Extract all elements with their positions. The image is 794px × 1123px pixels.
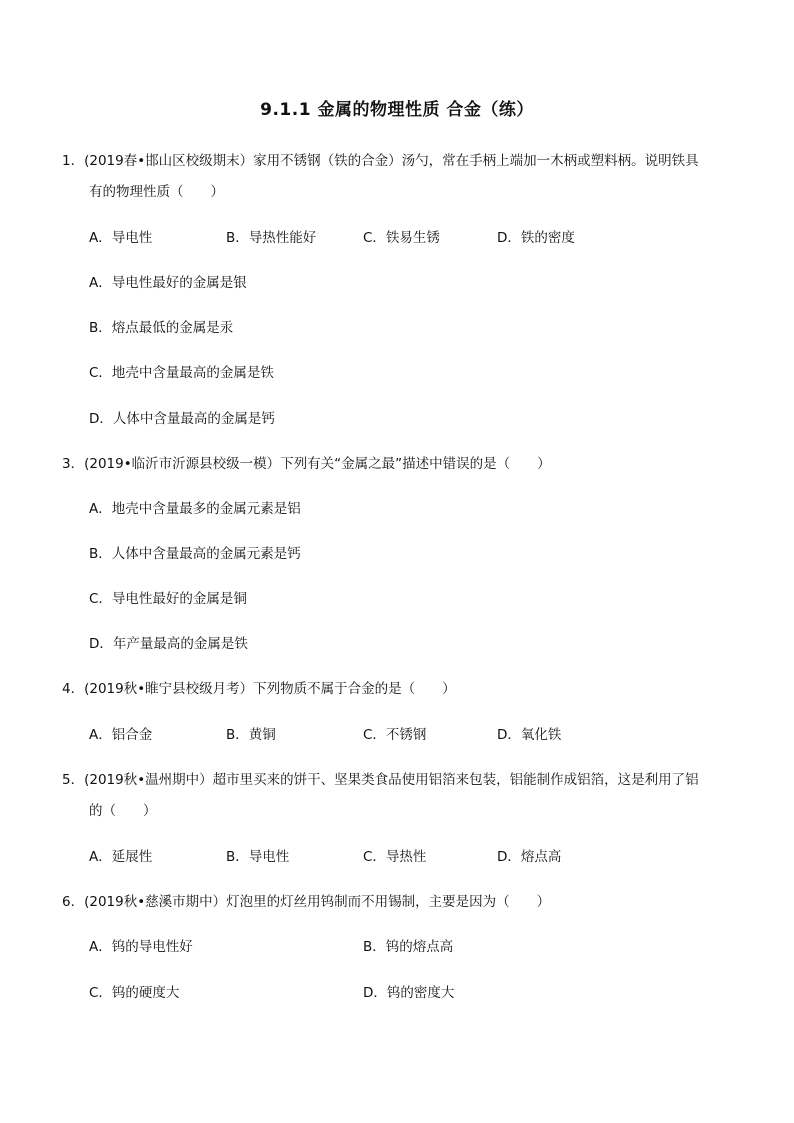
q2-option-b: B．熔点最低的金属是汞 xyxy=(89,320,234,336)
question-4 xyxy=(62,679,732,699)
q4-option-a: A．铝合金 xyxy=(89,727,153,743)
q6-option-a: A．钨的导电性好 xyxy=(89,939,193,955)
q2-option-c: C．地壳中含量最高的金属是铁 xyxy=(89,365,274,381)
q6-option-d: D．钨的密度大 xyxy=(363,985,455,1001)
q3-option-c: C．导电性最好的金属是铜 xyxy=(89,591,247,607)
question-3 xyxy=(62,454,732,474)
q3-option-b: B．人体中含量最高的金属元素是钙 xyxy=(89,546,301,562)
question-1 xyxy=(62,151,732,202)
q4-option-b: B．黄铜 xyxy=(226,727,276,743)
q2-option-d: D．人体中含量最高的金属是钙 xyxy=(89,411,275,427)
q6-option-b: B．钨的熔点高 xyxy=(363,939,454,955)
q1-option-b: B．导热性能好 xyxy=(226,230,317,246)
q3-option-d: D．年产量最高的金属是铁 xyxy=(89,636,248,652)
question-6 xyxy=(62,892,732,912)
q4-option-d: D．氧化铁 xyxy=(497,727,562,743)
q5-option-d: D．熔点高 xyxy=(497,849,562,865)
question-3-stem: 3．(2019•临沂市沂源县校级一模）下列有关“金属之最”描述中错误的是（ ） xyxy=(62,456,551,472)
page-title: 9.1.1 金属的物理性质 合金（练） xyxy=(260,100,534,120)
question-5-stem-cont: 的（ ） xyxy=(89,803,157,819)
q4-option-c: C．不锈钢 xyxy=(363,727,427,743)
question-6-stem: 6．(2019秋•慈溪市期中）灯泡里的灯丝用钨制而不用锡制，主要是因为（ ） xyxy=(62,894,551,910)
question-1-stem-cont: 有的物理性质（ ） xyxy=(89,184,224,200)
question-1-stem: 1．(2019春•邯山区校级期末）家用不锈钢（铁的合金）汤勺，常在手柄上端加一木柄或塑料柄。说明铁具 xyxy=(62,153,699,169)
q5-option-a: A．延展性 xyxy=(89,849,153,865)
question-4-stem: 4．(2019秋•睢宁县校级月考）下列物质不属于合金的是（ ） xyxy=(62,681,456,697)
q1-option-a: A．导电性 xyxy=(89,230,153,246)
q1-option-d: D．铁的密度 xyxy=(497,230,575,246)
q5-option-b: B．导电性 xyxy=(226,849,290,865)
question-5-stem: 5．(2019秋•温州期中）超市里买来的饼干、坚果类食品使用铝箔来包装，铝能制作成铝箔，这是利用了铝 xyxy=(62,772,699,788)
question-5 xyxy=(62,770,732,821)
q3-option-a: A．地壳中含量最多的金属元素是铝 xyxy=(89,501,301,517)
q1-option-c: C．铁易生锈 xyxy=(363,230,440,246)
q6-option-c: C．钨的硬度大 xyxy=(89,985,180,1001)
q2-option-a: A．导电性最好的金属是银 xyxy=(89,275,247,291)
q5-option-c: C．导热性 xyxy=(363,849,427,865)
